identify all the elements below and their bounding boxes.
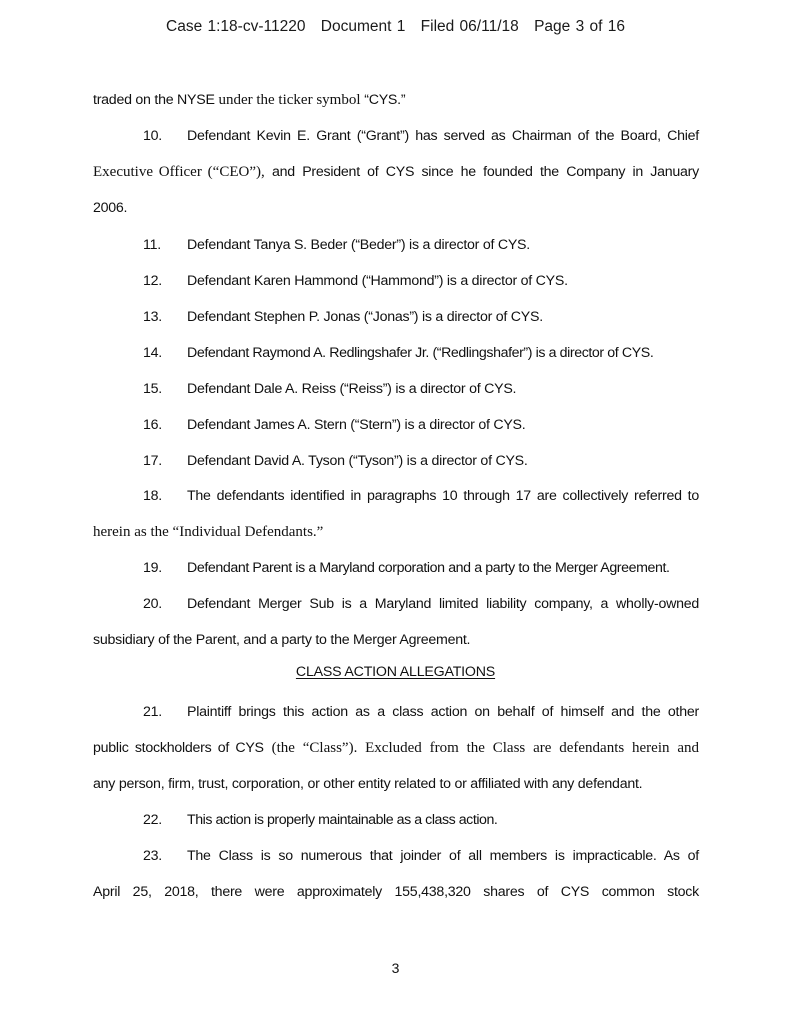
- paragraph-text: Defendant Parent is a Maryland corporation and a party to the Merger Agreement.: [187, 560, 670, 576]
- paragraph-text: The defendants identified in paragraphs 10 through 17 are collectively referred to: [187, 488, 699, 504]
- paragraph-number: 19.: [143, 560, 162, 576]
- paragraph-text: Defendant Raymond A. Redlingshafer Jr. (“Redlingshafer”) is a director of CYS.: [187, 345, 654, 361]
- section-heading: [0, 664, 791, 680]
- paragraph-text: Defendant Tanya S. Beder (“Beder”) is a director of CYS.: [187, 237, 530, 253]
- paragraph-text: Defendant Dale A. Reiss (“Reiss”) is a director of CYS.: [187, 381, 517, 397]
- text-run: April 25, 2018, there were approximately 155,438,320 shares of CYS common stock: [93, 884, 699, 900]
- paragraph-23-line-2: [93, 883, 699, 901]
- paragraph-text: Defendant David A. Tyson (“Tyson”) is a director of CYS.: [187, 453, 528, 469]
- paragraph-number: 14.: [143, 345, 162, 361]
- paragraph-10-line-2: [93, 163, 699, 181]
- page-indicator: Page 3 of 16: [534, 18, 625, 35]
- text-run: under the ticker symbol: [214, 92, 365, 108]
- paragraph-number: 22.: [143, 812, 162, 828]
- paragraph-number: 21.: [143, 704, 162, 720]
- paragraph-text: The Class is so numerous that joinder of all members is impracticable. As of: [187, 848, 699, 864]
- paragraph-number: 10.: [143, 128, 162, 144]
- paragraph-20-line-2: subsidiary of the Parent, and a party to the Merger Agreement.: [93, 632, 471, 648]
- filed-date: Filed 06/11/18: [420, 18, 519, 35]
- paragraph-number: 16.: [143, 417, 162, 433]
- paragraph-number: 12.: [143, 273, 162, 289]
- paragraph-18-line-2: herein as the “Individual Defendants.”: [93, 524, 324, 540]
- paragraph-text: Defendant Merger Sub is a Maryland limited liability company, a wholly-owned: [187, 596, 699, 612]
- text-run: traded on the NYSE: [93, 92, 215, 108]
- paragraph-number: 17.: [143, 453, 162, 469]
- paragraph-text: Plaintiff brings this action as a class action on behalf of himself and the other: [187, 704, 699, 720]
- paragraph-text: Defendant James A. Stern (“Stern”) is a director of CYS.: [187, 417, 526, 433]
- case-header: [0, 18, 791, 36]
- case-number: Case 1:18-cv-11220: [166, 18, 306, 35]
- section-heading-text: CLASS ACTION ALLEGATIONS: [295, 664, 496, 680]
- paragraph-text: Defendant Stephen P. Jonas (“Jonas”) is a director of CYS.: [187, 309, 543, 325]
- paragraph-number: 15.: [143, 381, 162, 397]
- paragraph-text: This action is properly maintainable as a class action.: [187, 812, 498, 828]
- paragraph-9-continuation: [93, 91, 699, 109]
- paragraph-text: Defendant Kevin E. Grant (“Grant”) has served as Chairman of the Board, Chief: [187, 128, 699, 144]
- text-run: (the “Class”). Excluded from the Class are defendants herein and: [263, 740, 699, 756]
- paragraph-21-line-2: [93, 739, 699, 757]
- paragraph-10-line-3: 2006.: [93, 200, 128, 216]
- paragraph-number: 20.: [143, 596, 162, 612]
- text-run: “CYS.”: [364, 92, 406, 108]
- document-number: Document 1: [320, 18, 406, 35]
- paragraph-number: 13.: [143, 309, 162, 325]
- paragraph-21-line-3: any person, firm, trust, corporation, or other entity related to or affiliated with any defendant.: [93, 776, 643, 792]
- text-run: Executive Officer (“CEO”),: [93, 164, 265, 180]
- paragraph-number: 11.: [143, 237, 161, 253]
- page-number: 3: [391, 960, 400, 976]
- text-run: and President of CYS since he founded the Company in January: [264, 164, 699, 180]
- paragraph-number: 18.: [143, 488, 162, 504]
- paragraph-number: 23.: [143, 848, 162, 864]
- paragraph-text: Defendant Karen Hammond (“Hammond”) is a director of CYS.: [187, 273, 568, 289]
- text-run: public stockholders of CYS: [93, 740, 264, 756]
